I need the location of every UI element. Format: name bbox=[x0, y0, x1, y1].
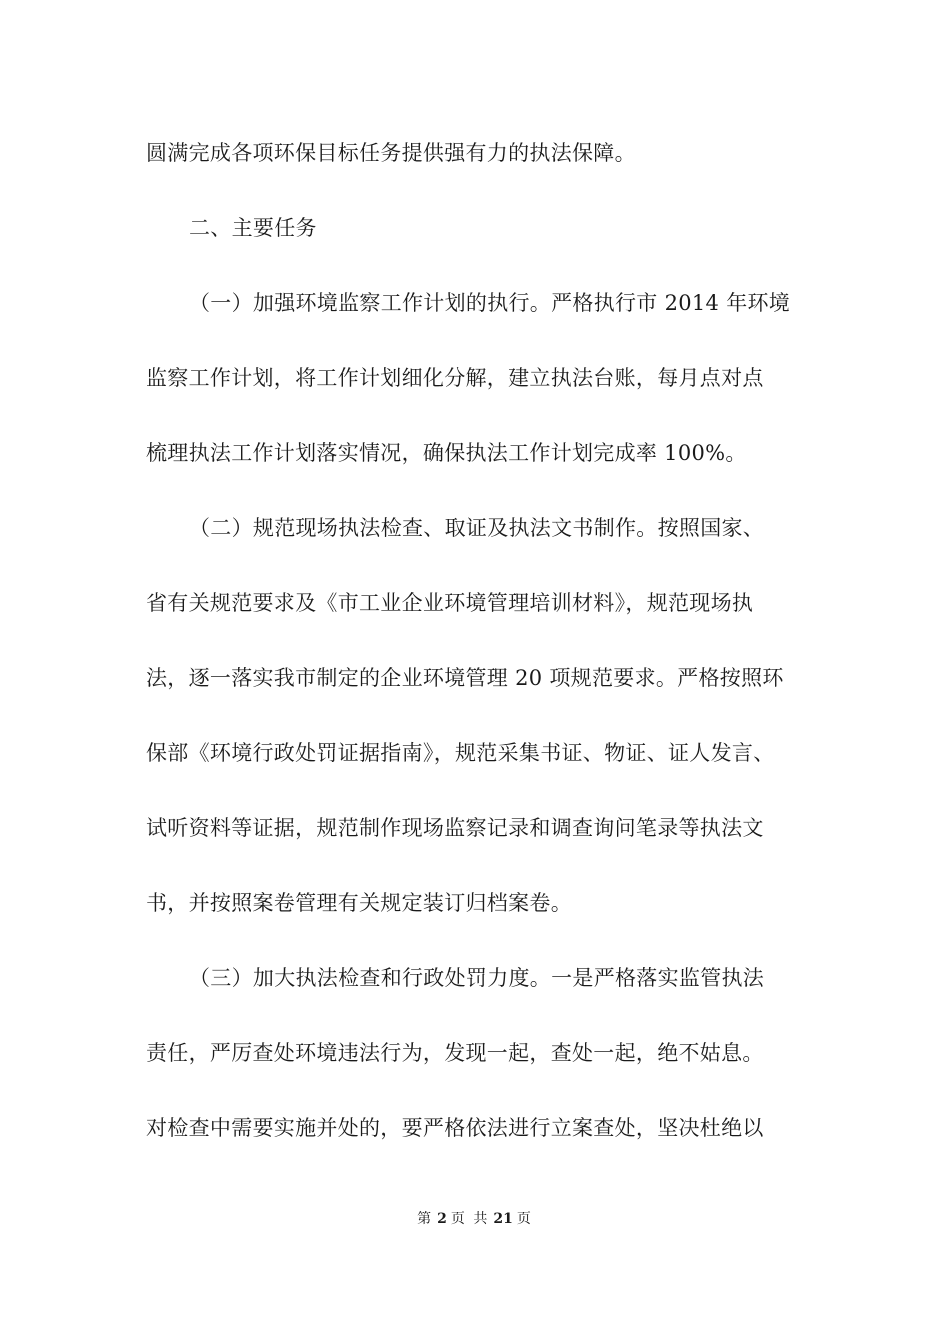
footer-middle: 页 共 bbox=[450, 1211, 490, 1227]
total-pages-number: 21 bbox=[493, 1211, 513, 1227]
current-page-number: 2 bbox=[437, 1211, 447, 1227]
footer-suffix: 页 bbox=[516, 1211, 533, 1227]
page-footer bbox=[0, 1210, 950, 1228]
text-line: 梳理执法工作计划落实情况，确保执法工作计划完成率 100%。 bbox=[146, 441, 747, 465]
text-line: 省有关规范要求及《市工业企业环境管理培训材料》，规范现场执 bbox=[146, 591, 754, 615]
text-line: 试听资料等证据，规范制作现场监察记录和调查询问笔录等执法文 bbox=[146, 816, 764, 840]
text-line: （一）加强环境监察工作计划的执行。严格执行市 2014 年环境 bbox=[189, 291, 791, 315]
text-line: （二）规范现场执法检查、取证及执法文书制作。按照国家、 bbox=[189, 516, 765, 540]
text-line: 责任，严厉查处环境违法行为，发现一起，查处一起，绝不姑息。 bbox=[146, 1041, 764, 1065]
text-line: （三）加大执法检查和行政处罚力度。一是严格落实监管执法 bbox=[189, 966, 765, 990]
text-line: 书，并按照案卷管理有关规定装订归档案卷。 bbox=[146, 891, 572, 915]
text-line: 保部《环境行政处罚证据指南》，规范采集书证、物证、证人发言、 bbox=[146, 741, 775, 765]
text-line: 对检查中需要实施并处的，要严格依法进行立案查处，坚决杜绝以 bbox=[146, 1116, 764, 1140]
text-line: 圆满完成各项环保目标任务提供强有力的执法保障。 bbox=[146, 141, 636, 165]
text-line: 监察工作计划，将工作计划细化分解，建立执法台账，每月点对点 bbox=[146, 366, 764, 390]
section-heading: 二、主要任务 bbox=[189, 216, 317, 240]
footer-prefix: 第 bbox=[417, 1211, 434, 1227]
text-line: 法，逐一落实我市制定的企业环境管理 20 项规范要求。严格按照环 bbox=[146, 666, 784, 690]
